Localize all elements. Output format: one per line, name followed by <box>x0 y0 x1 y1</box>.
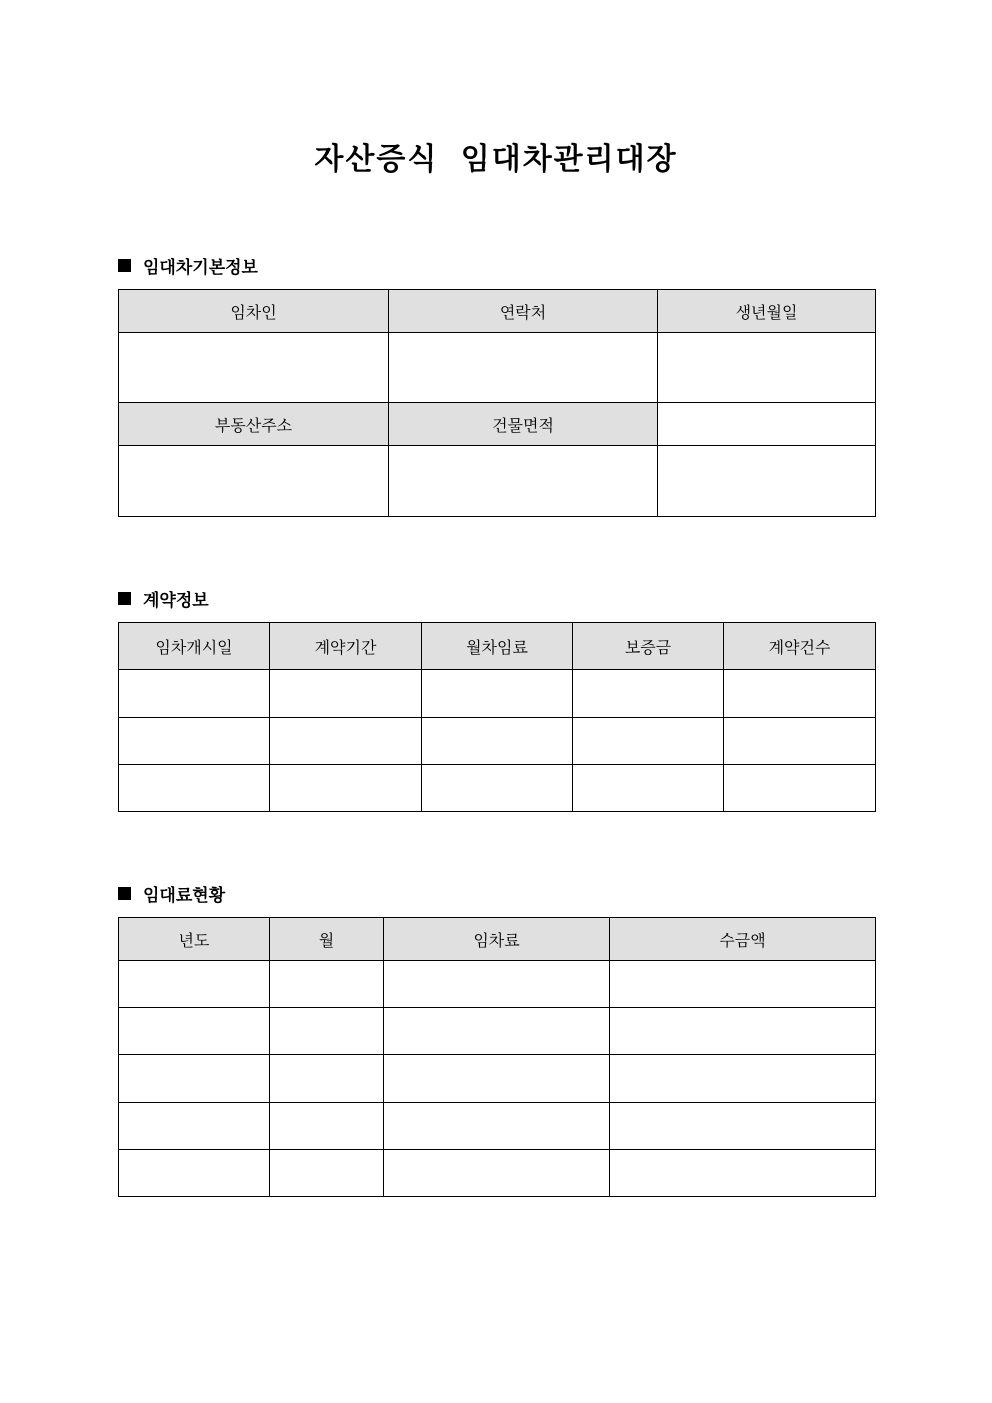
basic-info-table <box>118 289 876 517</box>
table-cell[interactable] <box>119 1055 270 1103</box>
extra-cell[interactable] <box>658 446 876 517</box>
table-cell[interactable] <box>384 1055 610 1103</box>
table-row <box>119 765 876 812</box>
header-contact: 연락처 <box>389 290 658 333</box>
header-month: 월 <box>270 918 384 961</box>
table-cell[interactable] <box>422 765 573 812</box>
table-cell[interactable] <box>270 765 422 812</box>
table-cell[interactable] <box>119 670 270 718</box>
table-cell[interactable] <box>610 1008 876 1055</box>
table-row <box>119 446 876 517</box>
property-address-cell[interactable] <box>119 446 389 517</box>
header-birthdate: 생년월일 <box>658 290 876 333</box>
extra-header-cell[interactable] <box>658 403 876 446</box>
table-row <box>119 1150 876 1197</box>
section-heading-basic-label: 임대차기본정보 <box>143 257 258 278</box>
table-row <box>119 290 876 333</box>
table-cell[interactable] <box>270 1055 384 1103</box>
table-cell[interactable] <box>270 1103 384 1150</box>
table-cell[interactable] <box>384 1150 610 1197</box>
table-cell[interactable] <box>724 765 876 812</box>
table-cell[interactable] <box>422 670 573 718</box>
square-bullet-icon <box>118 887 131 900</box>
section-heading-contract-label: 계약정보 <box>143 590 209 611</box>
header-contract-count: 계약건수 <box>724 623 876 670</box>
table-cell[interactable] <box>610 961 876 1008</box>
table-cell[interactable] <box>270 961 384 1008</box>
contract-info-table <box>118 622 876 812</box>
table-cell[interactable] <box>724 670 876 718</box>
table-cell[interactable] <box>119 1103 270 1150</box>
table-row <box>119 918 876 961</box>
table-row <box>119 718 876 765</box>
table-row <box>119 623 876 670</box>
table-cell[interactable] <box>384 1008 610 1055</box>
table-cell[interactable] <box>573 718 724 765</box>
header-rent-fee: 임차료 <box>384 918 610 961</box>
table-cell[interactable] <box>119 1008 270 1055</box>
header-tenant: 임차인 <box>119 290 389 333</box>
square-bullet-icon <box>118 592 131 605</box>
table-cell[interactable] <box>573 670 724 718</box>
section-heading-rent-label: 임대료현황 <box>143 885 226 906</box>
table-cell[interactable] <box>119 765 270 812</box>
table-row <box>119 961 876 1008</box>
table-row <box>119 333 876 403</box>
header-deposit: 보증금 <box>573 623 724 670</box>
table-cell[interactable] <box>610 1103 876 1150</box>
table-cell[interactable] <box>270 1150 384 1197</box>
header-monthly-rent: 월차임료 <box>422 623 573 670</box>
rent-status-table <box>118 917 876 1197</box>
header-year: 년도 <box>119 918 270 961</box>
table-cell[interactable] <box>610 1150 876 1197</box>
table-row <box>119 1055 876 1103</box>
table-row <box>119 1103 876 1150</box>
table-cell[interactable] <box>119 718 270 765</box>
page-title: 자산증식 임대차관리대장 <box>314 142 678 177</box>
table-cell[interactable] <box>384 1103 610 1150</box>
table-cell[interactable] <box>270 718 422 765</box>
table-cell[interactable] <box>119 961 270 1008</box>
building-area-cell[interactable] <box>389 446 658 517</box>
birthdate-cell[interactable] <box>658 333 876 403</box>
table-cell[interactable] <box>270 670 422 718</box>
header-contract-period: 계약기간 <box>270 623 422 670</box>
section-heading-rent <box>118 881 225 905</box>
header-amount-collected: 수금액 <box>610 918 876 961</box>
table-cell[interactable] <box>573 765 724 812</box>
table-row <box>119 1008 876 1055</box>
table-row <box>119 403 876 446</box>
header-lease-start-date: 임차개시일 <box>119 623 270 670</box>
table-cell[interactable] <box>610 1055 876 1103</box>
section-heading-contract <box>118 586 209 610</box>
header-building-area: 건물면적 <box>389 403 658 446</box>
table-cell[interactable] <box>119 1150 270 1197</box>
section-heading-basic <box>118 253 258 277</box>
header-property-address: 부동산주소 <box>119 403 389 446</box>
table-cell[interactable] <box>724 718 876 765</box>
contact-cell[interactable] <box>389 333 658 403</box>
table-cell[interactable] <box>422 718 573 765</box>
table-row <box>119 670 876 718</box>
square-bullet-icon <box>118 259 131 272</box>
table-cell[interactable] <box>384 961 610 1008</box>
table-cell[interactable] <box>270 1008 384 1055</box>
tenant-cell[interactable] <box>119 333 389 403</box>
